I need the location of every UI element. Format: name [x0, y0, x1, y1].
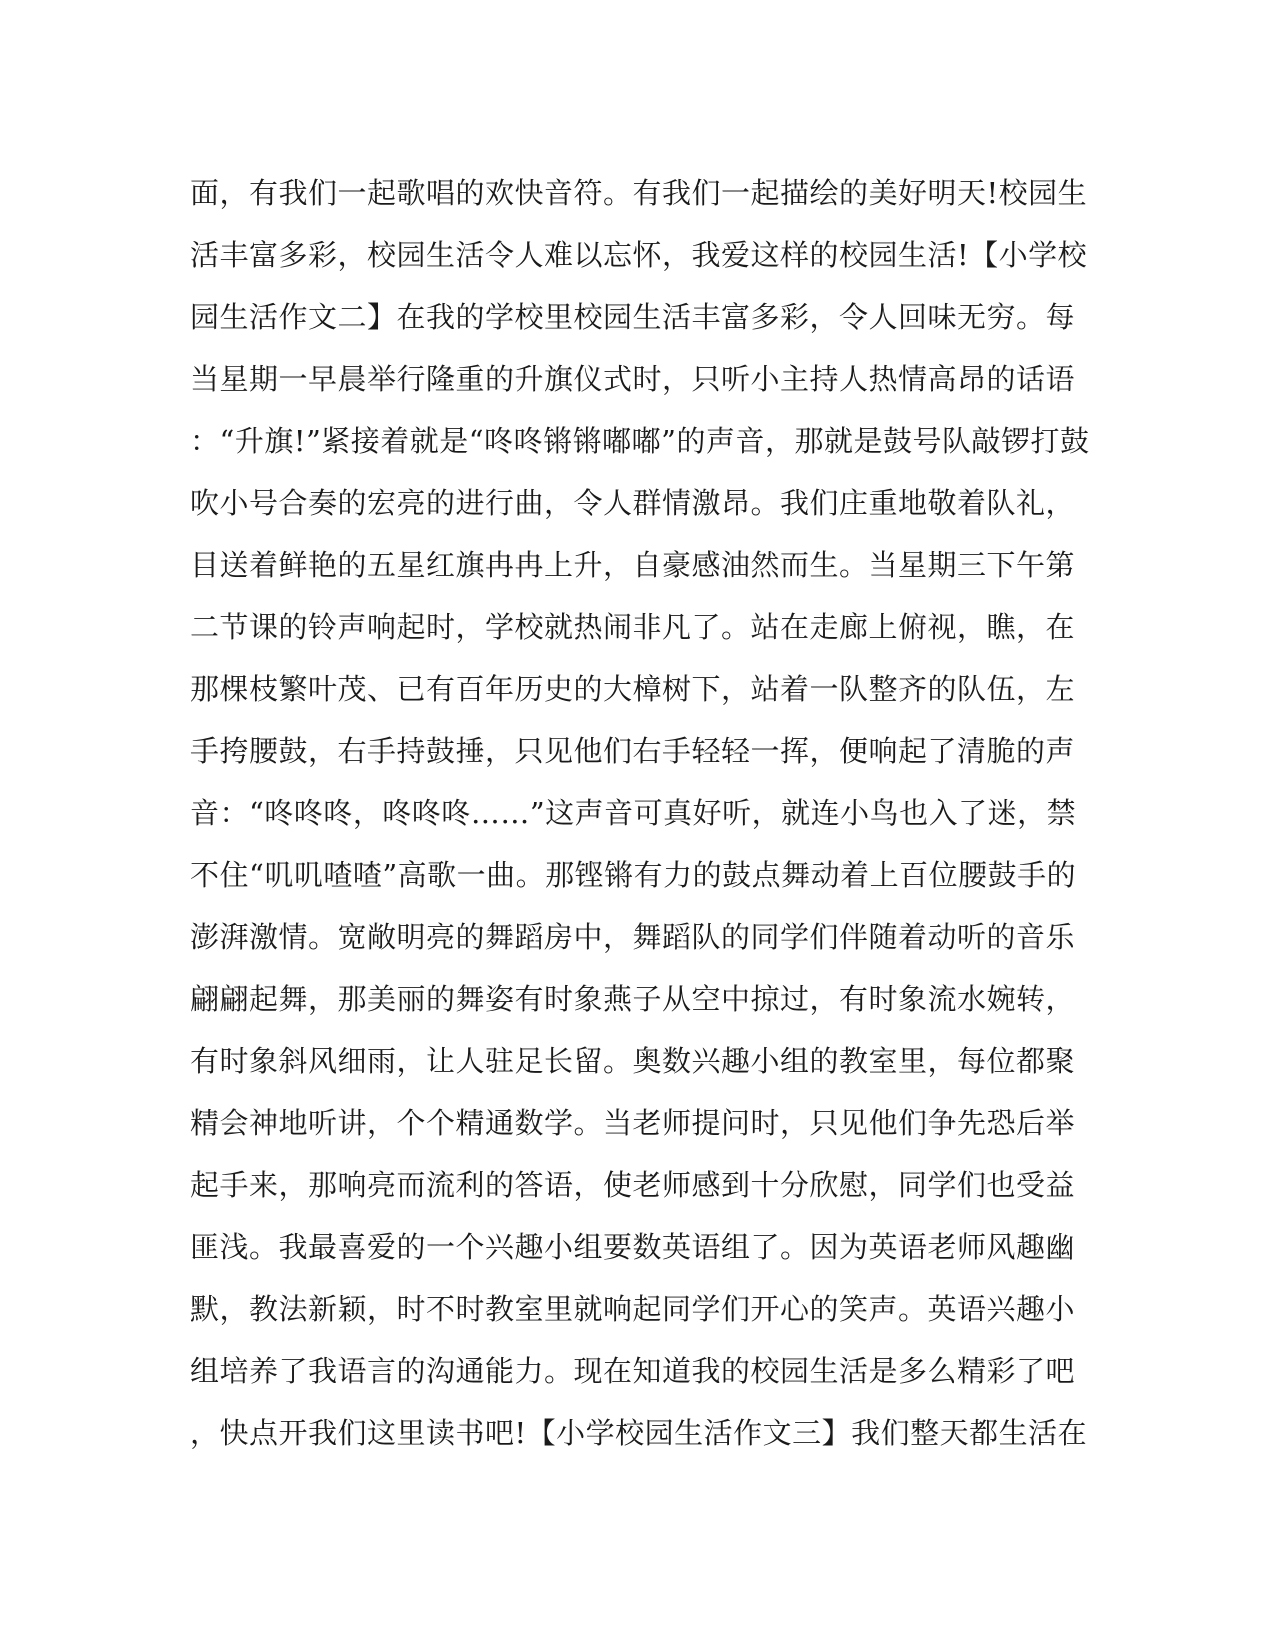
text-line: ：“升旗!”紧接着就是“咚咚锵锵嘟嘟”的声音，那就是鼓号队敲锣打鼓 — [190, 424, 1090, 458]
text-line: 组培养了我语言的沟通能力。现在知道我的校园生活是多么精彩了吧 — [190, 1354, 1076, 1388]
text-line: 有时象斜风细雨，让人驻足长留。奥数兴趣小组的教室里，每位都聚 — [190, 1044, 1076, 1078]
text-line: 默，教法新颖，时不时教室里就响起同学们开心的笑声。英语兴趣小 — [190, 1292, 1076, 1326]
text-line: 澎湃激情。宽敞明亮的舞蹈房中，舞蹈队的同学们伴随着动听的音乐 — [190, 920, 1076, 954]
text-line: 面，有我们一起歌唱的欢快音符。有我们一起描绘的美好明天!校园生 — [190, 176, 1088, 210]
text-line: 目送着鲜艳的五星红旗冉冉上升，自豪感油然而生。当星期三下午第 — [190, 548, 1076, 582]
text-line: 当星期一早晨举行隆重的升旗仪式时，只听小主持人热情高昂的话语 — [190, 362, 1076, 396]
text-line: 那棵枝繁叶茂、已有百年历史的大樟树下，站着一队整齐的队伍，左 — [190, 672, 1076, 706]
text-line: 不住“叽叽喳喳”高歌一曲。那铿锵有力的鼓点舞动着上百位腰鼓手的 — [190, 858, 1077, 892]
text-line: 吹小号合奏的宏亮的进行曲，令人群情激昂。我们庄重地敬着队礼， — [190, 486, 1076, 520]
text-line: ，快点开我们这里读书吧!【小学校园生活作文三】我们整天都生活在 — [190, 1416, 1088, 1450]
text-line: 园生活作文二】在我的学校里校园生活丰富多彩，令人回味无穷。每 — [190, 300, 1076, 334]
text-line: 起手来，那响亮而流利的答语，使老师感到十分欣慰，同学们也受益 — [190, 1168, 1076, 1202]
text-line: 音：“咚咚咚，咚咚咚……”这声音可真好听，就连小鸟也入了迷，禁 — [190, 796, 1077, 830]
text-line: 活丰富多彩，校园生活令人难以忘怀，我爱这样的校园生活!【小学校 — [190, 238, 1088, 272]
body-text — [190, 162, 1090, 1464]
text-line: 二节课的铃声响起时，学校就热闹非凡了。站在走廊上俯视，瞧，在 — [190, 610, 1076, 644]
text-line: 翩翩起舞，那美丽的舞姿有时象燕子从空中掠过，有时象流水婉转， — [190, 982, 1076, 1016]
text-line: 匪浅。我最喜爱的一个兴趣小组要数英语组了。因为英语老师风趣幽 — [190, 1230, 1076, 1264]
text-line: 精会神地听讲，个个精通数学。当老师提问时，只见他们争先恐后举 — [190, 1106, 1076, 1140]
text-line: 手挎腰鼓，右手持鼓捶，只见他们右手轻轻一挥，便响起了清脆的声 — [190, 734, 1076, 768]
